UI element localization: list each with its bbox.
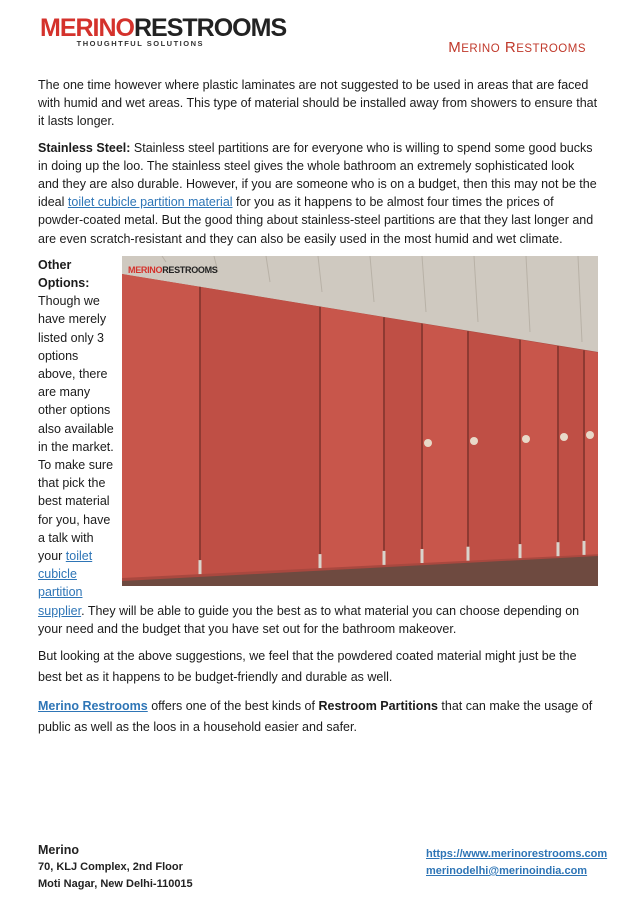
partition-panel bbox=[584, 350, 598, 555]
header-title-estrooms: ESTROOMS bbox=[516, 43, 586, 55]
partition-panel bbox=[122, 274, 200, 578]
door-knob bbox=[586, 431, 594, 439]
offer-text-1: offers one of the best kinds of bbox=[147, 699, 319, 714]
door-knob bbox=[470, 437, 478, 445]
door-knob bbox=[522, 435, 530, 443]
logo-word-merino: MERINO bbox=[40, 14, 134, 42]
header-title bbox=[448, 39, 586, 56]
logo-wordmark bbox=[40, 14, 287, 42]
footer-email-link[interactable]: merinodelhi@merinoindia.com bbox=[426, 865, 588, 877]
footer-contact bbox=[426, 846, 607, 880]
panel-leg bbox=[583, 541, 586, 555]
logo-word-restrooms: RESTROOMS bbox=[134, 14, 287, 42]
paragraph-conclusion: But looking at the above suggestions, we feel that the powdered coated material might just be the best bet as it happens to be budget-friendly and durable as well. bbox=[38, 649, 577, 685]
door-knob bbox=[560, 433, 568, 441]
offer-text-2: that can make the usage of public as well as the loos in a household easier and safer. bbox=[38, 699, 593, 735]
paragraph-merino-offer bbox=[38, 696, 598, 738]
watermark-word-restrooms: RESTROOMS bbox=[162, 264, 218, 275]
footer-address bbox=[38, 842, 193, 893]
header-title-m: M bbox=[448, 39, 462, 56]
partition-panel bbox=[558, 346, 584, 556]
partition-material-link[interactable]: toilet cubicle partition material bbox=[67, 195, 233, 210]
other-options-text-1: Though we have merely listed only 3 options above, there are many other options also available in the market. To make sure that pick the best material for you, have a talk with your bbox=[38, 294, 114, 564]
footer-website-link[interactable]: https://www.merinorestrooms.com bbox=[426, 848, 608, 860]
panel-leg bbox=[519, 544, 522, 558]
partition-panel bbox=[320, 306, 384, 567]
partition-photo bbox=[122, 256, 598, 586]
header-title-r: R bbox=[504, 39, 517, 56]
other-options-text-2: . They will be able to guide you the best as to what material you can choose depending on your need and the budget that you have set out for the bathroom makeover. bbox=[38, 603, 580, 636]
company-logo bbox=[40, 14, 287, 48]
header-title-erino: ERINO bbox=[461, 43, 501, 55]
panel-leg bbox=[199, 560, 202, 574]
partition-panel bbox=[520, 339, 558, 557]
merino-restrooms-link[interactable]: Merino Restrooms bbox=[38, 699, 148, 714]
partition-panel bbox=[200, 287, 320, 574]
stainless-steel-heading: Stainless Steel: bbox=[38, 140, 131, 155]
paragraph-plastic-laminates: The one time however where plastic laminates are not suggested to be used in areas that are faced with humid and wet areas. This type of material should be installed away from showers to ensure that it lasts longer. bbox=[38, 78, 598, 129]
footer-address-line2: Moti Nagar, New Delhi-110015 bbox=[38, 878, 193, 890]
panel-leg bbox=[557, 542, 560, 556]
stainless-text-2: for you as it happens to be almost four times the prices of powder-coated metal. But the good thing about stainless-steel partitions are that they last longer and are even scratch-resistant and they can also be easily used in the most humid and wet climate. bbox=[38, 195, 594, 246]
partition-panel bbox=[384, 317, 422, 565]
panel-leg bbox=[383, 551, 386, 565]
restroom-partitions-bold: Restroom Partitions bbox=[318, 699, 438, 714]
partition-photo-image bbox=[122, 256, 598, 586]
panel-leg bbox=[421, 549, 424, 563]
paragraph-stainless-steel bbox=[38, 139, 598, 248]
footer-company: Merino bbox=[38, 843, 79, 857]
other-options-heading: Other Options: bbox=[38, 257, 90, 291]
footer-address-line1: 70, KLJ Complex, 2nd Floor bbox=[38, 861, 183, 873]
panel-leg bbox=[319, 554, 322, 568]
document-body bbox=[38, 76, 598, 746]
door-knob bbox=[424, 439, 432, 447]
watermark-word-merino: MERINO bbox=[128, 264, 163, 275]
logo-tagline: THOUGHTFUL SOLUTIONS bbox=[76, 39, 204, 48]
panel-leg bbox=[467, 547, 470, 561]
partition-supplier-link[interactable]: toilet cubicle partition supplier bbox=[38, 549, 93, 618]
partition-panel bbox=[468, 331, 520, 561]
photo-watermark-logo bbox=[128, 261, 218, 279]
stainless-text-1: Stainless steel partitions are for everyone who is willing to spend some good bucks in doing up the loo. The stainless steel gives the whole bathroom an extremely sophisticated look and they are also durable. However, if you are someone who is on a budget, then this may not be the ideal bbox=[38, 140, 597, 210]
